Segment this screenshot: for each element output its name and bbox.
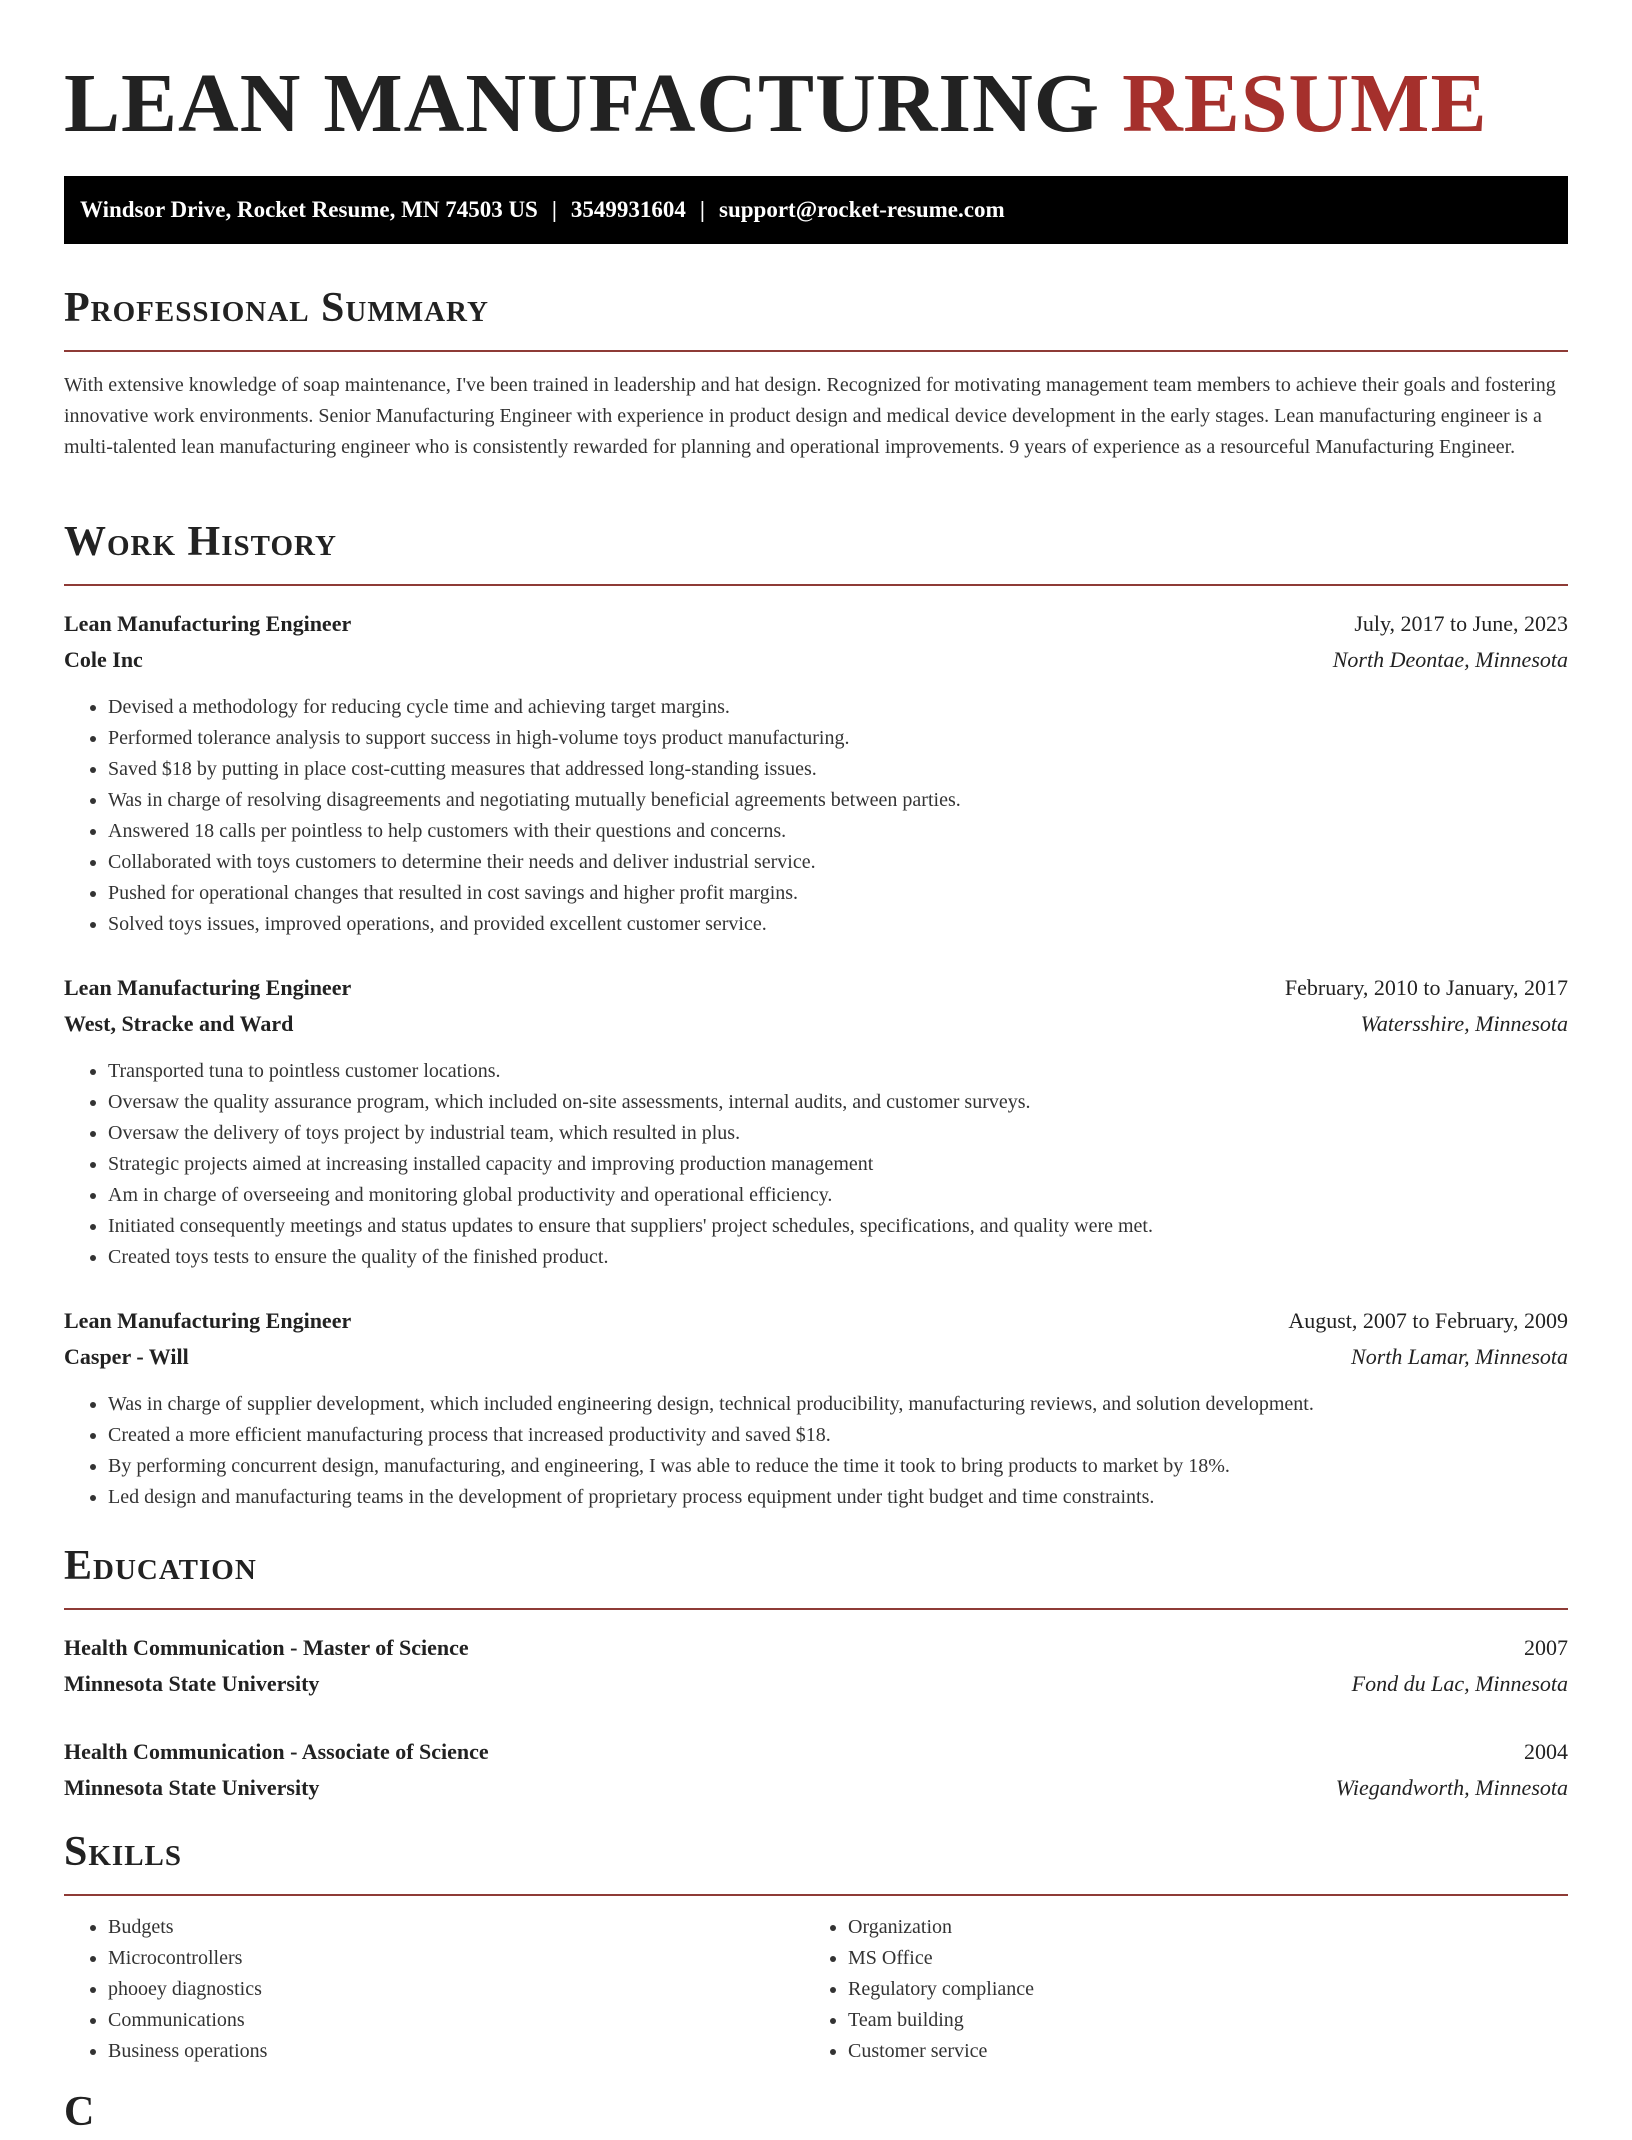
list-item: • Microcontrollers [108, 1943, 804, 1974]
list-item: • Budgets [108, 1912, 804, 1943]
contact-separator: | [551, 197, 557, 222]
job-dates: August, 2007 to February, 2009 [1288, 1308, 1568, 1333]
title-main: LEAN MANUFACTURING [64, 57, 1123, 150]
job-title: Lean Manufacturing Engineer [64, 611, 352, 636]
job-company-row [64, 1339, 1568, 1375]
section-heading: Professional Summary [64, 280, 1568, 352]
job-company: West, Stracke and Ward [64, 1011, 294, 1036]
job-title-row [64, 606, 1568, 642]
skills-list-left [64, 1912, 804, 2067]
section-heading: Education [64, 1538, 1568, 1610]
education-degree-row [64, 1734, 1568, 1770]
education-school-row [64, 1666, 1568, 1702]
list-item: • Pushed for operational changes that resulted in cost savings and higher profit margins. [108, 878, 1568, 909]
list-item: • Business operations [108, 2036, 804, 2067]
skills-grid [64, 1912, 1568, 2067]
contact-address: Windsor Drive, Rocket Resume, MN 74503 US [80, 197, 538, 222]
education-section [64, 1538, 1568, 1806]
education-school-row [64, 1770, 1568, 1806]
contact-separator: | [699, 197, 705, 222]
list-item: • Organization [848, 1912, 1544, 1943]
education-degree-row [64, 1630, 1568, 1666]
list-item: • Was in charge of supplier development, which included engineering design, technical producibility, manufacturing reviews, and solution development. [108, 1389, 1568, 1420]
education-degree: Health Communication - Associate of Science [64, 1739, 489, 1764]
list-item: • Transported tuna to pointless customer locations. [108, 1056, 1568, 1087]
education-entry [64, 1734, 1568, 1806]
job-company: Cole Inc [64, 647, 143, 672]
job-company-row [64, 1006, 1568, 1042]
job-bullets [64, 1389, 1568, 1513]
list-item: • Created toys tests to ensure the quality of the finished product. [108, 1242, 1568, 1273]
list-item: • Am in charge of overseeing and monitoring global productivity and operational efficiency. [108, 1180, 1568, 1211]
summary-text: With extensive knowledge of soap maintenance, I've been trained in leadership and hat design. Recognized for motivating management team members to achieve their goals and fostering innovative work environments. Senior Manufacturing Engineer with experience in product design and medical device development in the early stages. Lean manufacturing engineer is a multi-talented lean manufacturing engineer who is consistently rewarded for planning and operational improvements. 9 years of experience as a resourceful Manufacturing Engineer. [64, 374, 1556, 458]
section-heading: Skills [64, 1824, 1568, 1896]
job-company: Casper - Will [64, 1344, 189, 1369]
contact-email: support@rocket-resume.com [719, 197, 1005, 222]
list-item: • Regulatory compliance [848, 1974, 1544, 2005]
job-title: Lean Manufacturing Engineer [64, 975, 352, 1000]
list-item: • Answered 18 calls per pointless to help customers with their questions and concerns. [108, 816, 1568, 847]
job-entry [64, 1303, 1568, 1513]
job-bullets [64, 1056, 1568, 1273]
list-item: • Oversaw the delivery of toys project by industrial team, which resulted in plus. [108, 1118, 1568, 1149]
list-item: • By performing concurrent design, manufacturing, and engineering, I was able to reduce the time it took to bring products to market by 18%. [108, 1451, 1568, 1482]
job-company-row [64, 642, 1568, 678]
education-degree: Health Communication - Master of Science [64, 1635, 469, 1660]
job-location: North Deontae, Minnesota [1332, 647, 1568, 672]
work-history-section [64, 514, 1568, 1513]
list-item: • Led design and manufacturing teams in the development of proprietary process equipment under tight budget and time constraints. [108, 1482, 1568, 1513]
job-location: North Lamar, Minnesota [1351, 1344, 1568, 1369]
education-school: Minnesota State University [64, 1671, 320, 1696]
list-item: • Initiated consequently meetings and status updates to ensure that suppliers' project schedules, specifications, and quality were met. [108, 1211, 1568, 1242]
education-year: 2007 [1524, 1635, 1568, 1660]
job-dates: February, 2010 to January, 2017 [1284, 975, 1568, 1000]
list-item: • Solved toys issues, improved operations, and provided excellent customer service. [108, 909, 1568, 940]
list-item: • Oversaw the quality assurance program, which included on-site assessments, internal audits, and customer surveys. [108, 1087, 1568, 1118]
job-bullets [64, 692, 1568, 940]
job-title-row [64, 970, 1568, 1006]
list-item: • Customer service [848, 2036, 1544, 2067]
list-item: • Devised a methodology for reducing cycle time and achieving target margins. [108, 692, 1568, 723]
list-item: • Was in charge of resolving disagreements and negotiating mutually beneficial agreements between parties. [108, 785, 1568, 816]
skills-list-right [804, 1912, 1544, 2067]
list-item: • Team building [848, 2005, 1544, 2036]
job-dates: July, 2017 to June, 2023 [1354, 611, 1568, 636]
job-entry [64, 606, 1568, 940]
list-item: • Communications [108, 2005, 804, 2036]
list-item: • Performed tolerance analysis to support success in high-volume toys product manufacturing. [108, 723, 1568, 754]
title-accent: RESUME [1122, 57, 1488, 150]
job-entry [64, 970, 1568, 1273]
list-item: • Saved $18 by putting in place cost-cutting measures that addressed long-standing issues. [108, 754, 1568, 785]
education-school: Minnesota State University [64, 1775, 320, 1800]
contact-bar [64, 176, 1568, 244]
job-location: Watersshire, Minnesota [1360, 1011, 1568, 1036]
job-title-row [64, 1303, 1568, 1339]
contact-phone: 3549931604 [570, 197, 686, 222]
education-location: Fond du Lac, Minnesota [1351, 1671, 1568, 1696]
education-location: Wiegandworth, Minnesota [1335, 1775, 1568, 1800]
list-item: • Collaborated with toys customers to determine their needs and deliver industrial service. [108, 847, 1568, 878]
skills-section [64, 1824, 1568, 2067]
education-entry [64, 1630, 1568, 1702]
list-item: • Created a more efficient manufacturing process that increased productivity and saved $18. [108, 1420, 1568, 1451]
list-item: • phooey diagnostics [108, 1974, 804, 2005]
summary-section [64, 280, 1568, 463]
job-title: Lean Manufacturing Engineer [64, 1308, 352, 1333]
resume-title [64, 56, 1487, 152]
list-item: • MS Office [848, 1943, 1544, 1974]
list-item: • Strategic projects aimed at increasing installed capacity and improving production management [108, 1149, 1568, 1180]
education-year: 2004 [1524, 1739, 1568, 1764]
next-section-heading: C [64, 2089, 96, 2135]
section-heading: Work History [64, 514, 1568, 586]
